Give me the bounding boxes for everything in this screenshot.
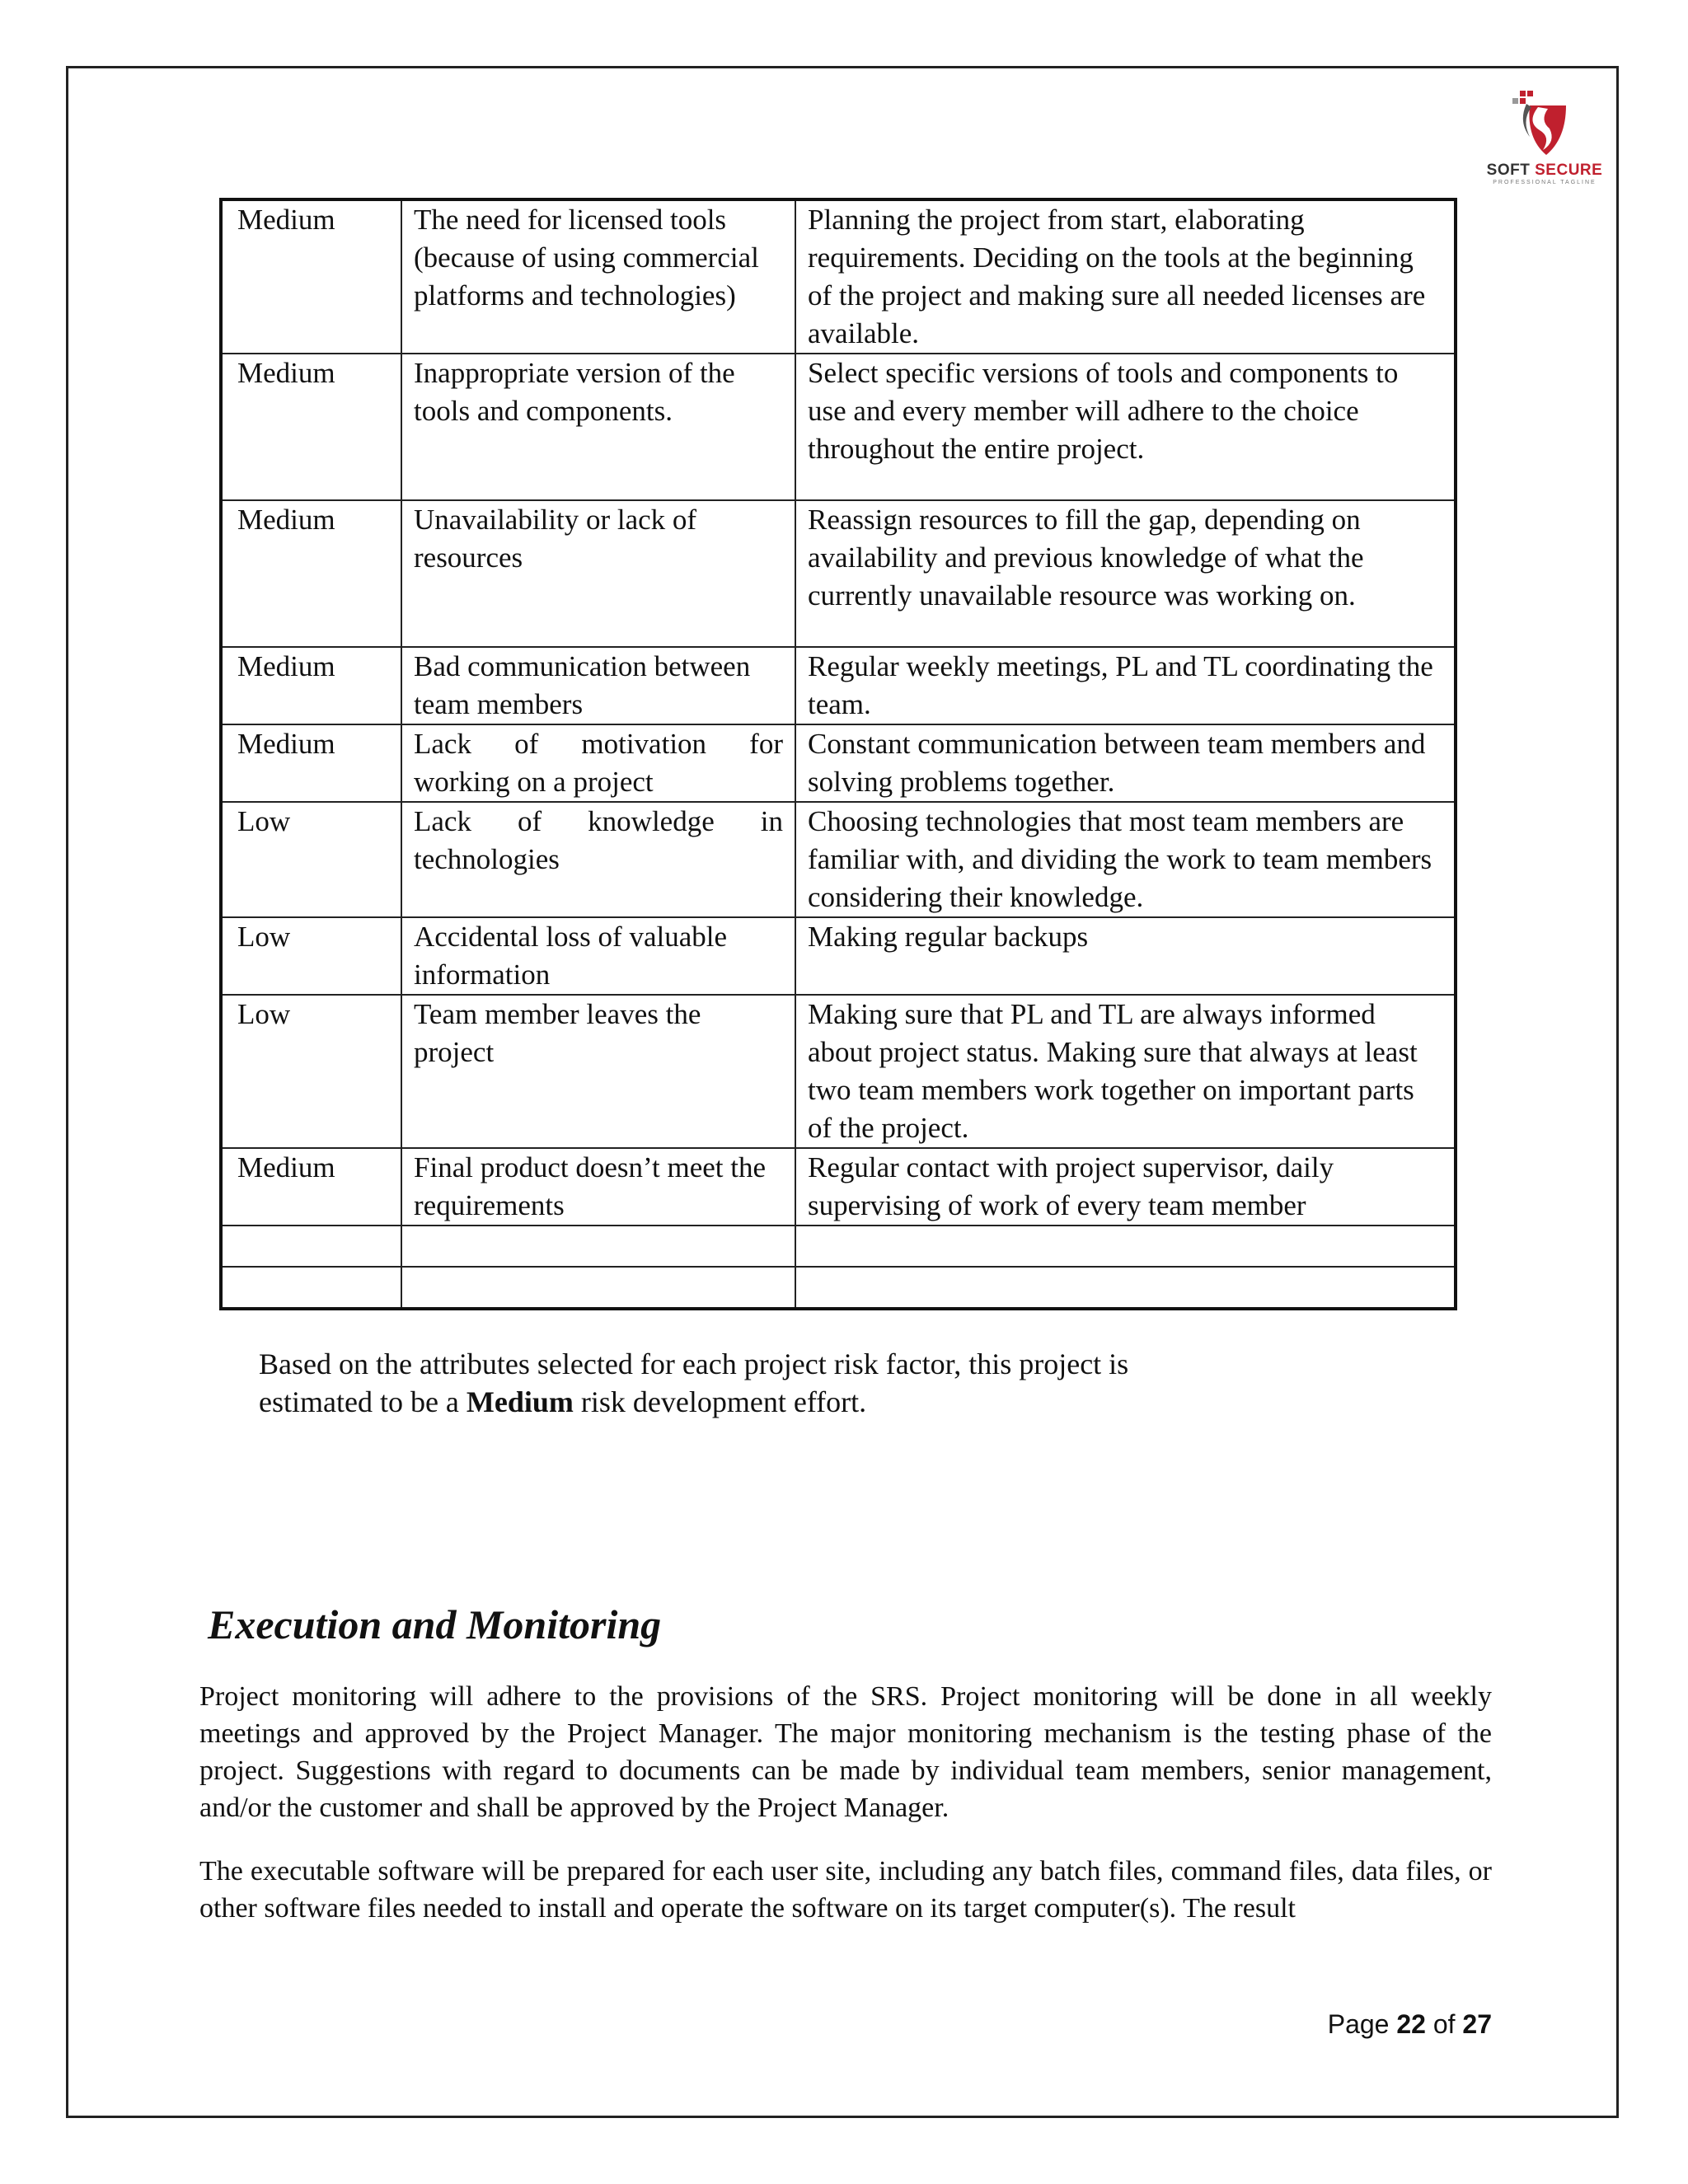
- risk-mitigation-cell: Select specific versions of tools and components to use and every member will adhere to the choice throughout the entire project.: [795, 354, 1456, 500]
- risk-description-line: technologies: [414, 843, 560, 875]
- page-number: 22: [1396, 2009, 1426, 2039]
- table-row: [221, 917, 1456, 995]
- empty-cell: [401, 1226, 795, 1267]
- body-paragraph: Project monitoring will adhere to the provisions of the SRS. Project monitoring will be done in all weekly meetings and approved by the Project Manager. The major monitoring mechanism is the testing phase of the project. Suggestions with regard to documents can be made by individual team members, senior management, and/or the customer and shall be approved by the Project Manager.: [199, 1681, 1492, 1823]
- table-row: [221, 199, 1456, 354]
- risk-description-cell: Inappropriate version of the tools and components.: [401, 354, 795, 500]
- risk-table: [219, 198, 1457, 1310]
- table-row: [221, 647, 1456, 724]
- risk-level-cell: Medium: [221, 199, 401, 354]
- risk-mitigation-cell: Constant communication between team members and solving problems together.: [795, 724, 1456, 802]
- risk-description-line: Lack of motivation for: [414, 728, 783, 760]
- table-row: [221, 724, 1456, 802]
- risk-description-line: Lack of knowledge in: [414, 805, 783, 837]
- table-row: [221, 1148, 1456, 1226]
- company-logo: [1469, 89, 1620, 188]
- risk-level-cell: Medium: [221, 500, 401, 647]
- empty-cell: [221, 1267, 401, 1309]
- logo-wordmark: SOFT SECURE: [1486, 162, 1603, 179]
- risk-mitigation-cell: Regular weekly meetings, PL and TL coordinating the team.: [795, 647, 1456, 724]
- risk-mitigation-cell: Making sure that PL and TL are always informed about project status. Making sure that always at least two team members work together on important parts of the project.: [795, 995, 1456, 1148]
- risk-level-cell: Medium: [221, 1148, 401, 1226]
- risk-description-cell: Final product doesn’t meet the requirements: [401, 1148, 795, 1226]
- page-footer: [1236, 2009, 1492, 2040]
- risk-mitigation-cell: Making regular backups: [795, 917, 1456, 995]
- risk-description-cell: Team member leaves the project: [401, 995, 795, 1148]
- summary-text-end: risk development effort.: [580, 1385, 867, 1418]
- table-row: [221, 500, 1456, 647]
- of-label: of: [1432, 2009, 1456, 2039]
- risk-description-cell: Unavailability or lack of resources: [401, 500, 795, 647]
- risk-level-cell: Medium: [221, 647, 401, 724]
- risk-level-cell: Medium: [221, 724, 401, 802]
- empty-cell: [401, 1267, 795, 1309]
- risk-description-cell: [401, 802, 795, 917]
- summary-risk-level: Medium: [466, 1385, 574, 1418]
- body-paragraph: The executable software will be prepared for each user site, including any batch files, command files, data files, or other software files needed to install and operate the software on its target computer(s). The result: [199, 1856, 1492, 1924]
- risk-mitigation-cell: Planning the project from start, elaborating requirements. Deciding on the tools at the beginning of the project and making sure all needed licenses are available.: [795, 199, 1456, 354]
- shield-logo-icon: [1469, 89, 1620, 163]
- table-row-empty: [221, 1226, 1456, 1267]
- risk-mitigation-cell: Choosing technologies that most team members are familiar with, and dividing the work to team members considering their knowledge.: [795, 802, 1456, 917]
- table-row: [221, 354, 1456, 500]
- empty-cell: [795, 1226, 1456, 1267]
- risk-description-line: working on a project: [414, 766, 654, 798]
- risk-description-cell: The need for licensed tools (because of using commercial platforms and technologies): [401, 199, 795, 354]
- risk-description-cell: Bad communication between team members: [401, 647, 795, 724]
- risk-level-cell: Low: [221, 917, 401, 995]
- page-total: 27: [1462, 2009, 1492, 2039]
- risk-mitigation-cell: Regular contact with project supervisor, daily supervising of work of every team member: [795, 1148, 1456, 1226]
- logo-tagline: PROFESSIONAL TAGLINE: [1493, 180, 1597, 185]
- risk-level-cell: Low: [221, 995, 401, 1148]
- page-label: Page: [1327, 2009, 1390, 2039]
- empty-cell: [221, 1226, 401, 1267]
- summary-text: Based on the attributes selected for each project risk factor, this project is estimated to be a: [259, 1347, 1129, 1418]
- risk-summary: [259, 1345, 1248, 1421]
- risk-description-cell: [401, 724, 795, 802]
- risk-level-cell: Medium: [221, 354, 401, 500]
- table-row-empty: [221, 1267, 1456, 1309]
- risk-level-cell: Low: [221, 802, 401, 917]
- section-heading: Execution and Monitoring: [208, 1601, 662, 1647]
- table-row: [221, 802, 1456, 917]
- risk-mitigation-cell: Reassign resources to fill the gap, depending on availability and previous knowledge of what the currently unavailable resource was working on.: [795, 500, 1456, 647]
- empty-cell: [795, 1267, 1456, 1309]
- risk-description-cell: Accidental loss of valuable information: [401, 917, 795, 995]
- table-row: [221, 995, 1456, 1148]
